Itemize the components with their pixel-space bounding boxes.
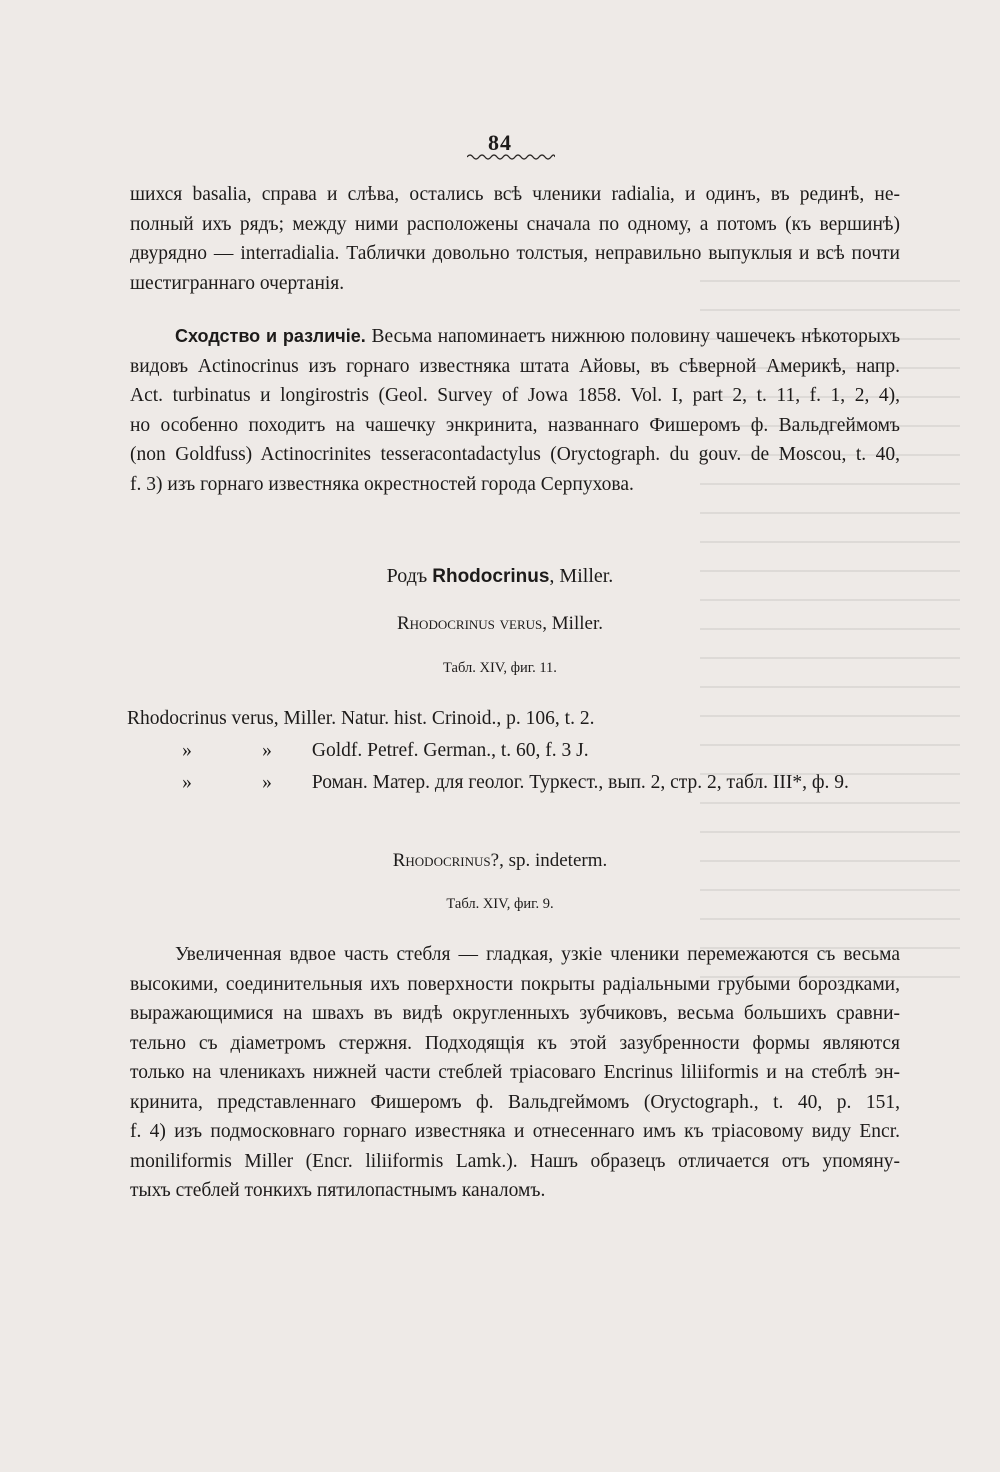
genus-heading: Родъ Rhodocrinus, Miller. <box>386 565 614 587</box>
text-span: Весьма напоминаетъ нижнюю половину чашечекъ нѣкоторыхъ <box>371 326 901 347</box>
page-number: 84 <box>488 130 512 155</box>
species-name: Rhodocrinus? <box>392 850 500 871</box>
text-line: двурядно — interradialia. Таблички довольно толстыя, неправильно выпуклыя и всѣ почти <box>130 243 900 264</box>
text-line: тельно съ діаметромъ стержня. Подходящія къ этой зазубренности формы являются <box>130 1032 900 1054</box>
wavy-ornament <box>467 152 555 162</box>
synonymy-entry <box>127 767 927 799</box>
synonymy-text: Goldf. Petref. German., t. 60, f. 3 J. <box>311 740 589 761</box>
genus-author: Miller. <box>559 565 614 587</box>
paragraph-description-end <box>130 180 900 298</box>
synonymy-entry: Rhodocrinus verus, Miller. Natur. hist. Crinoid., p. 106, t. 2. <box>127 708 595 729</box>
species-heading: Rhodocrinus?, sp. indeterm. <box>392 850 608 871</box>
section-heading: Сходство и различіе. <box>175 326 366 346</box>
text-line: полный ихъ рядъ; между ними расположены сначала по одному, а потомъ (къ вершинѣ) <box>130 213 900 235</box>
text-line: выражающимися на швахъ въ видѣ округленныхъ зубчиковъ, весьма большихъ сравни- <box>130 1003 900 1024</box>
text-line <box>130 322 900 352</box>
synonymy-list <box>127 703 927 799</box>
text-line: шихся basalia, справа и слѣва, остались всѣ членики radialia, и одинъ, въ рединѣ, не- <box>130 184 900 205</box>
genus-prefix: Родъ <box>386 565 428 587</box>
species-name: Rhodocrinus verus <box>397 613 543 634</box>
text-line: moniliformis Miller (Encr. liliiformis Lamk.). Нашъ образецъ отличается отъ упомяну- <box>130 1150 900 1172</box>
text-line: f. 3) изъ горнаго известняка окрестностей города Серпухова. <box>130 473 634 495</box>
text-line: но особенно походитъ на чашечку энкринита, названнаго Фишеромъ ф. Вальдгеймомъ <box>130 414 900 436</box>
text-line: Act. turbinatus и longirostris (Geol. Survey of Jowa 1858. Vol. I, part 2, t. 11, f. 1, 2, 4), <box>130 385 900 406</box>
text-line: (non Goldfuss) Actinocrinites tesseracontadactylus (Oryctograph. du gouv. de Moscou, t. 40, <box>130 444 900 465</box>
synonymy-entry <box>127 735 927 767</box>
genus-name: Rhodocrinus <box>432 566 550 587</box>
paragraph-similarity <box>130 322 900 499</box>
synonymy-text: Роман. Матер. для геолог. Туркест., вып. 2, стр. 2, табл. III*, ф. 9. <box>311 772 849 793</box>
text-line: f. 4) изъ подмосковнаго горнаго известняка и отнесеннаго имъ къ тріасовому виду Encr. <box>130 1121 900 1142</box>
paragraph-indeterm-description <box>130 940 900 1206</box>
species-heading: Rhodocrinus verus, Miller. <box>397 613 603 634</box>
text-line: тыхъ стеблей тонкихъ пятилопастнымъ каналомъ. <box>130 1180 546 1201</box>
text-line: кринита, представленнаго Фишеромъ ф. Вальдгеймомъ (Oryctograph., t. 40, p. 151, <box>130 1091 900 1113</box>
text-line: высокими, соединительныя ихъ поверхности покрыты радіальными грубыми бороздками, <box>130 973 900 995</box>
text-line: только на членикахъ нижней части стеблей тріасоваго Encrinus liliiformis и на стеблѣ эн- <box>130 1062 900 1083</box>
ditto-mark: » <box>182 740 192 761</box>
ditto-mark: » <box>262 772 272 793</box>
ditto-mark: » <box>182 772 192 793</box>
text-line: шестиграннаго очертанія. <box>130 272 345 294</box>
table-reference: Табл. XIV, фиг. 9. <box>446 896 554 912</box>
ditto-mark: » <box>262 740 272 761</box>
text-line: Увеличенная вдвое часть стебля — гладкая, узкіе членики перемежаются съ весьма <box>175 944 900 965</box>
species-rest: sp. indeterm. <box>508 850 608 871</box>
table-reference: Табл. XIV, фиг. 11. <box>443 660 557 676</box>
text-line: видовъ Actinocrinus изъ горнаго известняка штата Айовы, въ сѣверной Америкѣ, напр. <box>130 355 900 377</box>
species-author: Miller. <box>551 613 603 634</box>
